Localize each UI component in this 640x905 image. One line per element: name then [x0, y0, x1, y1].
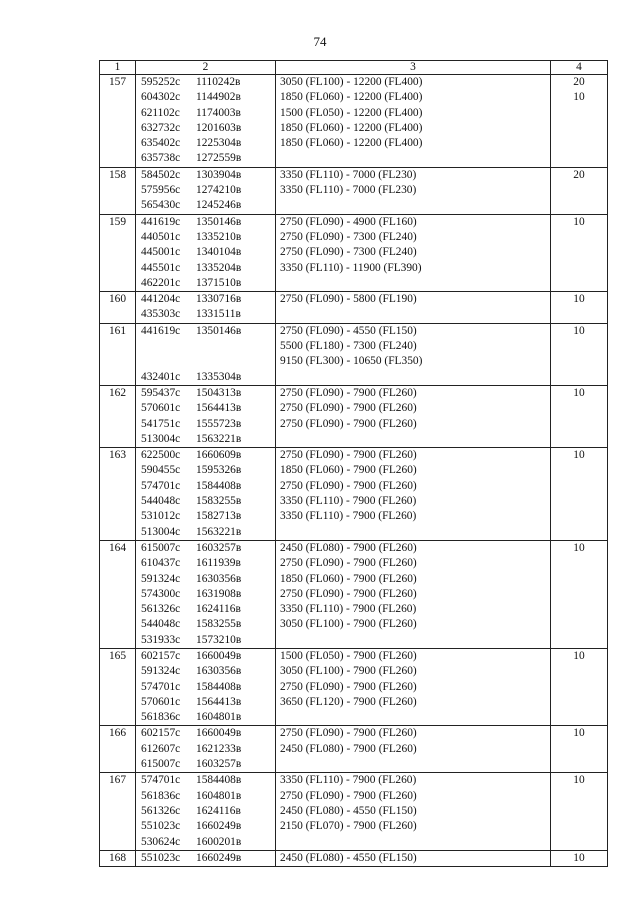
altitude-cell — [276, 292, 551, 324]
coordinate-line — [141, 230, 275, 245]
coordinate-line — [141, 401, 275, 416]
altitude-range: 2150 (FL070) - 7900 (FL260) — [280, 820, 417, 833]
coordinate-line — [141, 804, 275, 819]
coordinate-line — [141, 602, 275, 617]
longitude: 1504313в — [196, 386, 242, 399]
longitude: 1611939в — [196, 557, 241, 570]
longitude: 1573210в — [196, 633, 242, 646]
longitude: 1621233в — [196, 742, 242, 755]
altitude-range: 2750 (FL090) - 7900 (FL260) — [280, 557, 417, 570]
longitude: 1274210в — [196, 184, 242, 197]
longitude: 1335210в — [196, 230, 242, 243]
value-cell — [551, 385, 608, 447]
altitude-range: 2750 (FL090) - 7900 (FL260) — [280, 789, 417, 802]
longitude: 1631908в — [196, 587, 242, 600]
longitude: 1660049в — [196, 649, 242, 662]
altitude-range: 2450 (FL080) - 7900 (FL260) — [280, 541, 417, 554]
header-col-2: 2 — [136, 61, 276, 75]
longitude: 1604801в — [196, 711, 242, 724]
latitude: 544048с — [141, 495, 181, 508]
coordinate-line — [141, 617, 275, 632]
coordinate-line — [141, 448, 275, 463]
longitude: 1603257в — [196, 541, 242, 554]
latitude: 602157с — [141, 727, 181, 740]
longitude: 1350146в — [196, 324, 242, 337]
latitude: 574701с — [141, 680, 181, 693]
altitude-range: 2450 (FL080) - 7900 (FL260) — [280, 742, 417, 755]
longitude: 1201603в — [196, 121, 242, 134]
altitude-range: 3350 (FL110) - 11900 (FL390) — [280, 261, 422, 274]
latitude: 531933с — [141, 633, 181, 646]
longitude: 1603257в — [196, 758, 242, 771]
value-cell — [551, 323, 608, 385]
longitude: 1335304в — [196, 370, 242, 383]
longitude: 1660049в — [196, 727, 242, 740]
latitude: 615007с — [141, 758, 181, 771]
value: 10 — [573, 727, 585, 740]
coordinate-line — [141, 851, 275, 866]
latitude: 635738с — [141, 152, 181, 165]
coordinate-line — [141, 680, 275, 695]
altitude-range: 1500 (FL050) - 12200 (FL400) — [280, 106, 423, 119]
latitude: 610437с — [141, 557, 181, 570]
coordinate-line — [141, 386, 275, 401]
value: 10 — [573, 215, 585, 228]
altitude-range: 2750 (FL090) - 7900 (FL260) — [280, 727, 417, 740]
altitude-range: 2750 (FL090) - 4550 (FL150) — [280, 324, 417, 337]
altitude-range: 3350 (FL110) - 7000 (FL230) — [280, 184, 417, 197]
altitude-range: 2750 (FL090) - 7900 (FL260) — [280, 402, 417, 415]
latitude: 441619с — [141, 215, 181, 228]
altitude-range: 2750 (FL090) - 7900 (FL260) — [280, 417, 417, 430]
value: 10 — [573, 91, 585, 104]
altitude-range: 2750 (FL090) - 7300 (FL240) — [280, 246, 417, 259]
row-number: 159 — [100, 214, 136, 291]
longitude: 1624116в — [196, 804, 241, 817]
coordinate-line — [141, 463, 275, 478]
altitude-range: 3350 (FL110) - 7000 (FL230) — [280, 168, 417, 181]
longitude: 1660249в — [196, 851, 242, 864]
value: 10 — [573, 851, 585, 864]
table-row — [100, 773, 608, 850]
altitude-range: 2750 (FL090) - 7300 (FL240) — [280, 230, 417, 243]
latitude: 591324с — [141, 572, 181, 585]
latitude: 565430с — [141, 199, 181, 212]
coordinate-line — [141, 556, 275, 571]
altitude-range: 3050 (FL100) - 12200 (FL400) — [280, 76, 423, 88]
altitude-cell — [276, 773, 551, 850]
longitude: 1583255в — [196, 495, 242, 508]
altitude-range: 2750 (FL090) - 7900 (FL260) — [280, 449, 417, 462]
coordinate-line — [141, 136, 275, 151]
coordinates-cell — [136, 385, 276, 447]
longitude: 1245246в — [196, 199, 242, 212]
coordinate-line — [141, 587, 275, 602]
table-row — [100, 167, 608, 214]
coordinates-cell — [136, 448, 276, 541]
coordinates-cell — [136, 292, 276, 324]
coordinate-line — [141, 370, 275, 385]
altitude-cell — [276, 726, 551, 773]
coordinates-cell — [136, 323, 276, 385]
latitude: 612607с — [141, 742, 181, 755]
value-cell — [551, 648, 608, 725]
latitude: 445001с — [141, 246, 181, 259]
latitude: 575956с — [141, 184, 181, 197]
longitude: 1272559в — [196, 152, 242, 165]
value: 20 — [573, 168, 585, 181]
longitude: 1624116в — [196, 603, 241, 616]
altitude-range: 3350 (FL110) - 7900 (FL260) — [280, 774, 417, 787]
longitude: 1371510в — [196, 276, 242, 289]
coordinate-line — [141, 509, 275, 524]
longitude: 1584408в — [196, 479, 242, 492]
value: 20 — [573, 76, 585, 88]
latitude: 570601с — [141, 695, 181, 708]
latitude: 574701с — [141, 479, 181, 492]
row-number: 162 — [100, 385, 136, 447]
coordinate-line — [141, 819, 275, 834]
altitude-cell — [276, 167, 551, 214]
row-number: 167 — [100, 773, 136, 850]
table-row — [100, 448, 608, 541]
longitude: 1110242в — [196, 76, 241, 88]
coordinate-line — [141, 198, 275, 213]
value-cell — [551, 214, 608, 291]
table-row — [100, 540, 608, 648]
coordinate-line — [141, 789, 275, 804]
longitude: 1350146в — [196, 215, 242, 228]
longitude: 1563221в — [196, 432, 242, 445]
value-cell — [551, 292, 608, 324]
latitude: 531012с — [141, 510, 181, 523]
altitude-range: 3050 (FL100) - 7900 (FL260) — [280, 618, 417, 631]
latitude: 595437с — [141, 386, 181, 399]
page-number: 74 — [313, 34, 327, 49]
latitude: 551023с — [141, 820, 181, 833]
value-cell — [551, 540, 608, 648]
coordinates-cell — [136, 726, 276, 773]
coordinate-line — [141, 324, 275, 339]
coordinate-line — [141, 494, 275, 509]
coordinates-cell — [136, 75, 276, 168]
altitude-range: 2750 (FL090) - 4900 (FL160) — [280, 215, 417, 228]
altitude-cell — [276, 540, 551, 648]
longitude: 1563221в — [196, 525, 242, 538]
coordinates-cell — [136, 773, 276, 850]
coordinate-line — [141, 215, 275, 230]
coordinate-line — [141, 572, 275, 587]
latitude: 530624с — [141, 835, 181, 848]
coordinate-line — [141, 75, 275, 90]
coordinate-line — [141, 121, 275, 136]
coordinate-line — [141, 757, 275, 772]
row-number: 158 — [100, 167, 136, 214]
row-number: 164 — [100, 540, 136, 648]
altitude-cell — [276, 323, 551, 385]
altitude-cell — [276, 75, 551, 168]
coordinate-line — [141, 417, 275, 432]
longitude: 1225304в — [196, 137, 242, 150]
row-number: 160 — [100, 292, 136, 324]
altitude-cell — [276, 648, 551, 725]
value-cell — [551, 726, 608, 773]
coordinate-line — [141, 525, 275, 540]
altitude-range: 2750 (FL090) - 7900 (FL260) — [280, 386, 417, 399]
altitude-range: 3350 (FL110) - 7900 (FL260) — [280, 495, 417, 508]
longitude: 1584408в — [196, 774, 242, 787]
value: 10 — [573, 541, 585, 554]
longitude: 1630356в — [196, 665, 242, 678]
row-number: 165 — [100, 648, 136, 725]
coordinate-line — [141, 276, 275, 291]
latitude: 462201с — [141, 276, 181, 289]
latitude: 435303с — [141, 308, 181, 321]
latitude: 604302с — [141, 91, 181, 104]
latitude: 441204с — [141, 293, 181, 306]
latitude: 595252с — [141, 76, 181, 88]
coordinates-cell — [136, 540, 276, 648]
altitude-range: 1850 (FL060) - 7900 (FL260) — [280, 572, 417, 585]
coordinate-line — [141, 168, 275, 183]
longitude: 1564413в — [196, 402, 242, 415]
latitude: 574300с — [141, 587, 181, 600]
coordinate-line — [141, 151, 275, 166]
latitude: 591324с — [141, 665, 181, 678]
latitude: 590455с — [141, 464, 181, 477]
altitude-range: 1850 (FL060) - 12200 (FL400) — [280, 137, 423, 150]
value: 10 — [573, 449, 585, 462]
value: 10 — [573, 293, 585, 306]
longitude: 1600201в — [196, 835, 242, 848]
altitude-range: 3350 (FL110) - 7900 (FL260) — [280, 510, 417, 523]
coordinate-line — [141, 835, 275, 850]
longitude: 1595326в — [196, 464, 242, 477]
altitude-range: 1850 (FL060) - 12200 (FL400) — [280, 91, 423, 104]
latitude: 445501с — [141, 261, 181, 274]
coordinate-line — [141, 245, 275, 260]
coordinate-line — [141, 649, 275, 664]
latitude: 440501с — [141, 230, 181, 243]
row-number: 163 — [100, 448, 136, 541]
longitude: 1174003в — [196, 106, 241, 119]
coordinate-line — [141, 541, 275, 556]
altitude-range: 1850 (FL060) - 12200 (FL400) — [280, 121, 423, 134]
coordinate-line — [141, 633, 275, 648]
altitude-range: 2750 (FL090) - 5800 (FL190) — [280, 293, 417, 306]
row-number: 166 — [100, 726, 136, 773]
longitude: 1303904в — [196, 168, 242, 181]
coordinate-line — [141, 261, 275, 276]
longitude: 1331511в — [196, 308, 241, 321]
altitude-cell — [276, 214, 551, 291]
altitude-range: 9150 (FL300) - 10650 (FL350) — [280, 355, 423, 368]
altitude-range: 2450 (FL080) - 4550 (FL150) — [280, 851, 417, 864]
longitude: 1584408в — [196, 680, 242, 693]
latitude: 561836с — [141, 789, 181, 802]
longitude: 1660249в — [196, 820, 242, 833]
latitude: 622500с — [141, 449, 181, 462]
altitude-range: 2750 (FL090) - 7900 (FL260) — [280, 479, 417, 492]
value-cell — [551, 167, 608, 214]
coordinate-line — [141, 479, 275, 494]
coordinate-line — [141, 354, 275, 369]
value-cell — [551, 75, 608, 168]
value-cell — [551, 448, 608, 541]
latitude: 561326с — [141, 804, 181, 817]
airspace-table — [99, 60, 608, 867]
coordinate-line — [141, 292, 275, 307]
coordinate-line — [141, 710, 275, 725]
value: 10 — [573, 649, 585, 662]
row-number: 157 — [100, 75, 136, 168]
table-row — [100, 648, 608, 725]
latitude: 574701с — [141, 774, 181, 787]
value: 10 — [573, 386, 585, 399]
altitude-range: 1500 (FL050) - 7900 (FL260) — [280, 649, 417, 662]
table-row — [100, 726, 608, 773]
longitude: 1555723в — [196, 417, 242, 430]
latitude: 570601с — [141, 402, 181, 415]
coordinates-cell — [136, 167, 276, 214]
longitude: 1582713в — [196, 510, 242, 523]
coordinates-cell — [136, 214, 276, 291]
coordinates-cell — [136, 850, 276, 866]
altitude-cell — [276, 448, 551, 541]
coordinate-line — [141, 106, 275, 121]
value: 10 — [573, 324, 585, 337]
latitude: 432401с — [141, 370, 181, 383]
coordinate-line — [141, 432, 275, 447]
table-row — [100, 323, 608, 385]
coordinate-line — [141, 695, 275, 710]
latitude: 441619с — [141, 324, 181, 337]
header-col-4: 4 — [551, 61, 608, 75]
longitude: 1564413в — [196, 695, 242, 708]
latitude: 621102с — [141, 106, 180, 119]
coordinate-line — [141, 773, 275, 788]
table-row — [100, 214, 608, 291]
coordinate-line — [141, 339, 275, 354]
header-col-3: 3 — [276, 61, 551, 75]
longitude: 1330716в — [196, 293, 242, 306]
longitude: 1604801в — [196, 789, 242, 802]
altitude-range: 3350 (FL110) - 7900 (FL260) — [280, 603, 417, 616]
coordinate-line — [141, 183, 275, 198]
value-cell — [551, 850, 608, 866]
latitude: 561836с — [141, 711, 181, 724]
latitude: 602157с — [141, 649, 181, 662]
altitude-range: 2750 (FL090) - 7900 (FL260) — [280, 680, 417, 693]
latitude: 561326с — [141, 603, 181, 616]
latitude: 551023с — [141, 851, 181, 864]
table-row — [100, 385, 608, 447]
latitude: 584502с — [141, 168, 181, 181]
header-col-1: 1 — [100, 61, 136, 75]
altitude-cell — [276, 850, 551, 866]
coordinate-line — [141, 664, 275, 679]
coordinate-line — [141, 90, 275, 105]
latitude: 615007с — [141, 541, 181, 554]
coordinate-line — [141, 742, 275, 757]
longitude: 1144902в — [196, 91, 241, 104]
coordinate-line — [141, 726, 275, 741]
altitude-range: 2750 (FL090) - 7900 (FL260) — [280, 587, 417, 600]
value-cell — [551, 773, 608, 850]
table-row — [100, 292, 608, 324]
value: 10 — [573, 774, 585, 787]
altitude-range: 3050 (FL100) - 7900 (FL260) — [280, 665, 417, 678]
header-row — [100, 61, 608, 75]
latitude: 513004с — [141, 525, 181, 538]
altitude-range: 3650 (FL120) - 7900 (FL260) — [280, 695, 417, 708]
coordinates-cell — [136, 648, 276, 725]
longitude: 1630356в — [196, 572, 242, 585]
row-number: 161 — [100, 323, 136, 385]
row-number: 168 — [100, 850, 136, 866]
latitude: 632732с — [141, 121, 181, 134]
longitude: 1583255в — [196, 618, 242, 631]
altitude-range: 2450 (FL080) - 4550 (FL150) — [280, 804, 417, 817]
altitude-range: 5500 (FL180) - 7300 (FL240) — [280, 340, 417, 353]
longitude: 1660609в — [196, 449, 242, 462]
altitude-range: 1850 (FL060) - 7900 (FL260) — [280, 464, 417, 477]
latitude: 544048с — [141, 618, 181, 631]
coordinate-line — [141, 307, 275, 322]
table-row — [100, 75, 608, 168]
latitude: 513004с — [141, 432, 181, 445]
latitude: 635402с — [141, 137, 181, 150]
altitude-cell — [276, 385, 551, 447]
latitude: 541751с — [141, 417, 181, 430]
longitude: 1335204в — [196, 261, 242, 274]
table-row — [100, 850, 608, 866]
longitude: 1340104в — [196, 246, 242, 259]
